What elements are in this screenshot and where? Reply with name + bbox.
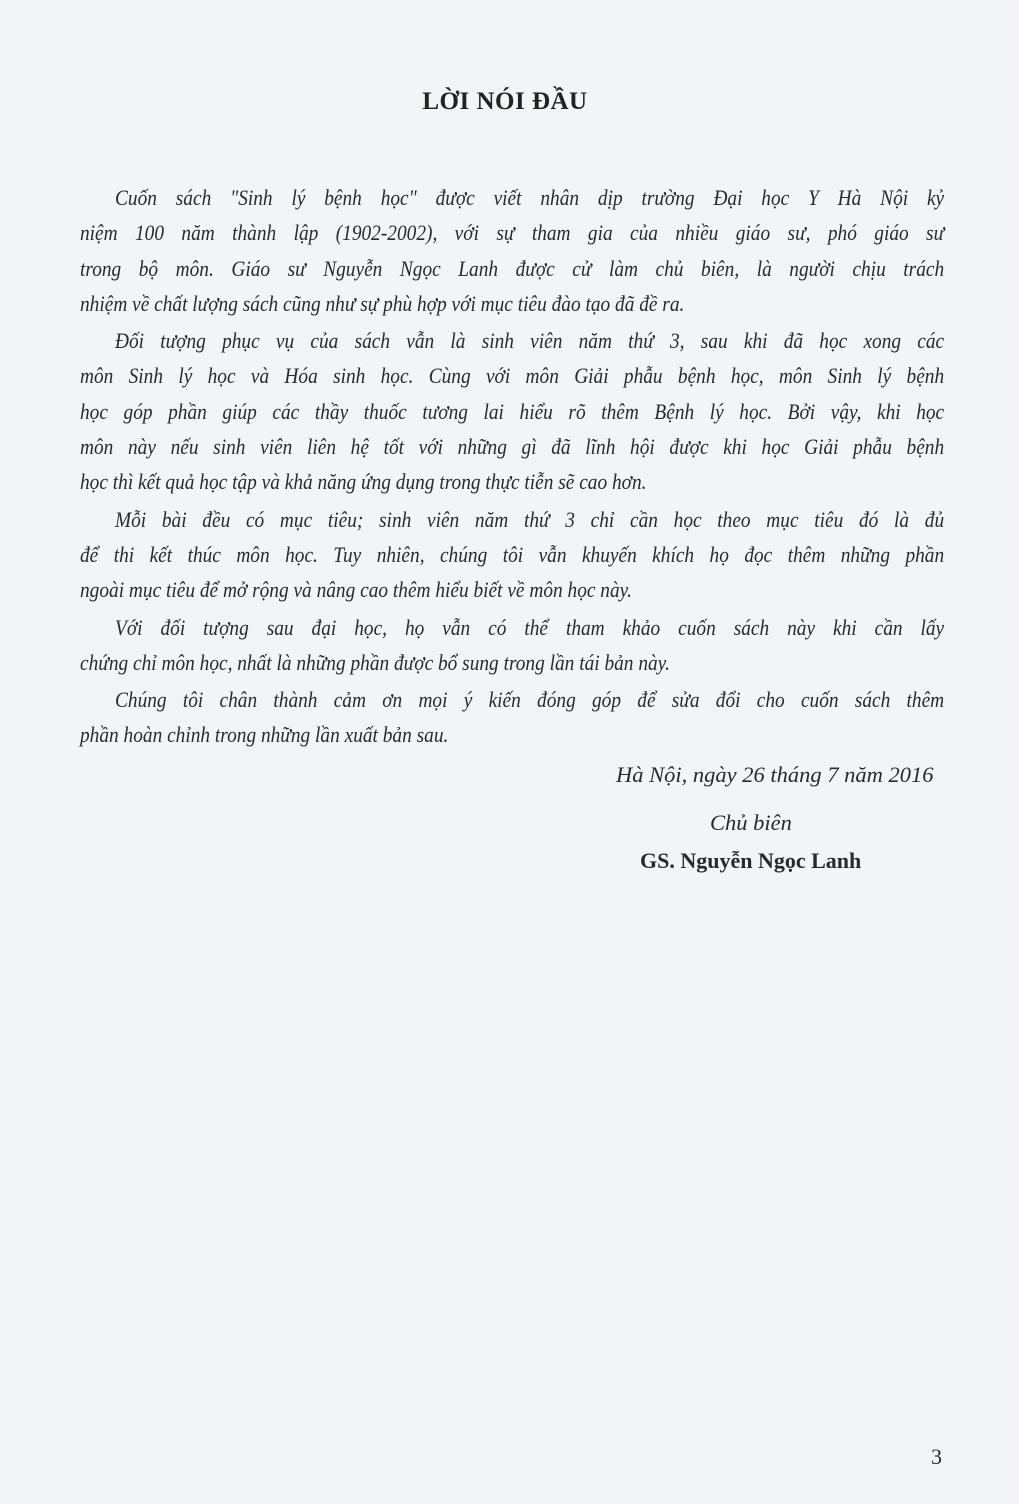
text-line-content: phần hoàn chỉnh trong những lần xuất bản sau. <box>80 722 449 748</box>
text-line-content: Chúng tôi chân thành cảm ơn mọi ý kiến đóng góp để sửa đổi cho cuốn sách thêm <box>115 687 945 713</box>
signature-date: Hà Nội, ngày 26 tháng 7 năm 2016 <box>616 762 934 787</box>
text-line <box>80 286 944 321</box>
paragraph <box>80 610 944 681</box>
paragraph <box>80 502 944 608</box>
preface-body <box>80 180 944 755</box>
text-line <box>80 682 944 717</box>
text-line <box>80 610 944 645</box>
text-line <box>80 717 944 752</box>
text-line-content: Cuốn sách "Sinh lý bệnh học" được viết nhân dịp trường Đại học Y Hà Nội kỷ <box>115 185 945 210</box>
signature-role: Chủ biên <box>710 810 792 835</box>
paragraph <box>80 323 944 499</box>
text-line <box>80 537 944 572</box>
text-line-content: niệm 100 năm thành lập (1902-2002), với sự tham gia của nhiều giáo sư, phó giáo sư <box>80 220 945 246</box>
text-line <box>80 358 944 393</box>
page-number: 3 <box>931 1444 942 1469</box>
text-line-content: ngoài mục tiêu để mở rộng và nâng cao thêm hiểu biết về môn học này. <box>80 577 633 603</box>
page-title: LỜI NÓI ĐẦU <box>422 88 588 115</box>
text-line-content: để thi kết thúc môn học. Tuy nhiên, chúng tôi vẫn khuyến khích họ đọc thêm những phần <box>80 541 945 567</box>
text-line <box>80 323 944 358</box>
text-line-content: Mỗi bài đều có mục tiêu; sinh viên năm thứ 3 chỉ cần học theo mục tiêu đó là đủ <box>115 506 945 532</box>
text-line-content: trong bộ môn. Giáo sư Nguyễn Ngọc Lanh được cử làm chủ biên, là người chịu trách <box>80 255 945 281</box>
text-line-content: môn này nếu sinh viên liên hệ tốt với những gì đã lĩnh hội được khi học Giải phẫu bệnh <box>80 434 945 460</box>
text-line-content: chứng chỉ môn học, nhất là những phần được bổ sung trong lần tái bản này. <box>80 649 671 675</box>
text-line-content: môn Sinh lý học và Hóa sinh học. Cùng với môn Giải phẫu bệnh học, môn Sinh lý bệnh <box>80 363 945 389</box>
text-line-content: Với đối tượng sau đại học, họ vẫn có thể tham khảo cuốn sách này khi cần lấy <box>115 614 945 640</box>
text-line-content: Đối tượng phục vụ của sách vẫn là sinh viên năm thứ 3, sau khi đã học xong các <box>115 328 945 354</box>
text-line <box>80 502 944 537</box>
text-line <box>80 464 944 499</box>
text-line <box>80 645 944 680</box>
text-line <box>80 429 944 464</box>
text-line <box>80 215 944 250</box>
paragraph <box>80 180 944 321</box>
text-line <box>80 394 944 429</box>
signature-name: GS. Nguyễn Ngọc Lanh <box>640 848 862 873</box>
text-line-content: nhiệm về chất lượng sách cũng như sự phù hợp với mục tiêu đào tạo đã đề ra. <box>80 290 685 316</box>
text-line <box>80 572 944 607</box>
text-line-content: học góp phần giúp các thầy thuốc tương lai hiểu rõ thêm Bệnh lý học. Bởi vậy, khi học <box>80 398 945 424</box>
text-line-content: học thì kết quả học tập và khả năng ứng dụng trong thực tiễn sẽ cao hơn. <box>80 469 647 495</box>
paragraph <box>80 682 944 753</box>
text-line <box>80 251 944 286</box>
text-line <box>80 180 944 215</box>
